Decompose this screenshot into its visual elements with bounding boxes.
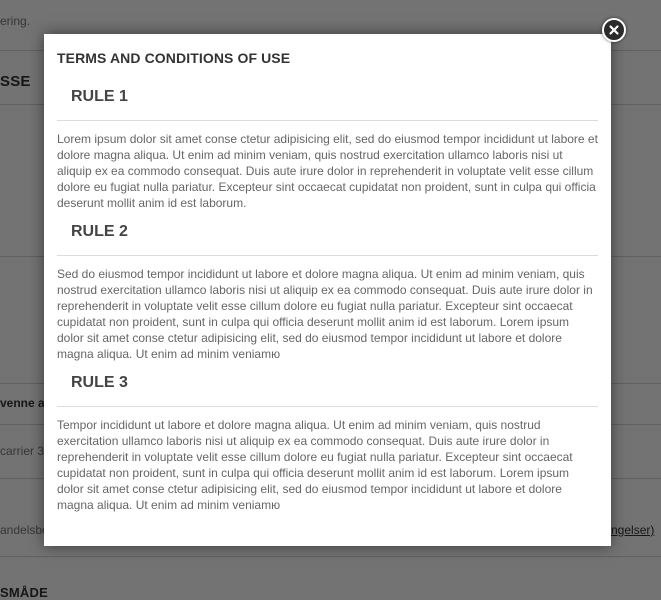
close-button[interactable] bbox=[602, 18, 626, 42]
modal-title: TERMS AND CONDITIONS OF USE bbox=[57, 50, 291, 66]
divider bbox=[57, 406, 598, 407]
rule-text: Sed do eiusmod tempor incididunt ut labore et dolore magna aliqua. Ut enim ad minim veniam, quis nostrud exercitation ullamco laboris nisi ut aliquip ex ea commodo consequat. Duis aute irure dolor in reprehenderit in voluptate velit esse cillum dolore eu fugiat nulla pariatur. Excepteur sint occaecat cupidatat non proident, sunt in culpa qui officia deserunt mollit anim id est laborum. Lorem ipsum dolor sit amet conse ctetur adipisicing elit, sed do eiusmod tempor incididunt ut labore et dolore magna aliqua. Ut enim ad minim veniamю bbox=[57, 267, 593, 361]
terms-modal bbox=[44, 34, 611, 546]
rule-section bbox=[57, 223, 598, 362]
rule-title: RULE 3 bbox=[71, 374, 128, 391]
rule-title: RULE 1 bbox=[71, 88, 128, 105]
divider bbox=[57, 255, 598, 256]
rule-section bbox=[57, 88, 598, 211]
rule-text: Tempor incididunt ut labore et dolore magna aliqua. Ut enim ad minim veniam, quis nostrud exercitation ullamco laboris nisi ut aliquip ex ea commodo consequat. Duis aute irure dolor in reprehenderit in voluptate velit esse cillum dolore eu fugiat nulla pariatur. Excepteur sint occaecat cupidatat non proident, sunt in culpa qui officia deserunt mollit anim id est laborum. Lorem ipsum dolor sit amet conse ctetur adipisicing elit, sed do eiusmod tempor incididunt ut labore et dolore magna aliqua. Ut enim ad minim veniamю bbox=[57, 418, 573, 512]
close-icon bbox=[608, 24, 620, 36]
divider bbox=[57, 120, 598, 121]
rule-title: RULE 2 bbox=[71, 223, 128, 240]
rule-section bbox=[57, 374, 598, 513]
rule-text: Lorem ipsum dolor sit amet conse ctetur adipisicing elit, sed do eiusmod tempor incididunt ut labore et dolore magna aliqua. Ut enim ad minim veniam, quis nostrud exercitation ullamco laboris nisi ut aliquip ex ea commodo consequat. Duis aute irure dolor in reprehenderit in voluptate velit esse cillum dolore eu fugiat nulla pariatur. Excepteur sint occaecat cupidatat non proident, sunt in culpa qui officia deserunt mollit anim id est laborum. bbox=[57, 132, 598, 210]
